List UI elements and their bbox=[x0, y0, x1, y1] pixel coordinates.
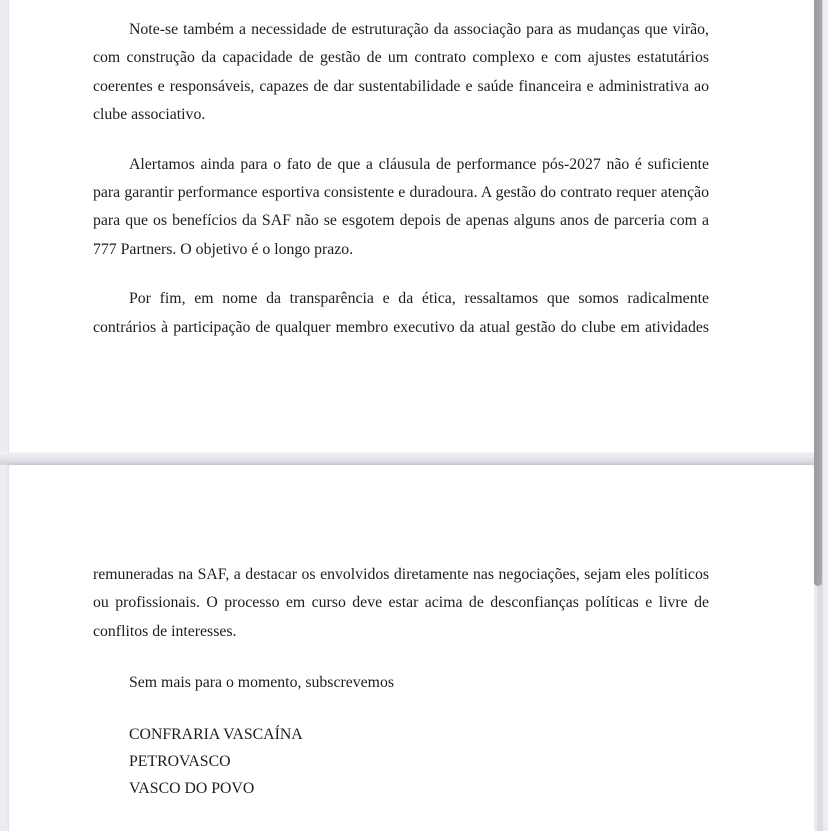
text-line: ou profissionais. O processo em curso deve estar acima de desconfianças políticas e livre de bbox=[93, 594, 709, 612]
text-line: com construção da capacidade de gestão de um contrato complexo e com ajustes estatutários bbox=[93, 49, 709, 67]
text-line: Sem mais para o momento, subscrevemos bbox=[129, 674, 394, 692]
text-line: para que os benefícios da SAF não se esgotem depois de apenas alguns anos de parceria com a bbox=[93, 212, 709, 230]
text-line: Note-se também a necessidade de estruturação da associação para as mudanças que virão, bbox=[129, 21, 709, 38]
text-line: contrários à participação de qualquer membro executivo da atual gestão do clube em atividades bbox=[93, 318, 709, 336]
paragraph bbox=[93, 285, 709, 342]
paragraph bbox=[93, 151, 709, 265]
scrollbar-thumb[interactable] bbox=[814, 0, 822, 586]
paragraph bbox=[93, 16, 709, 130]
text-line: Alertamos ainda para o fato de que a cláusula de performance pós-2027 não é suficiente bbox=[129, 155, 709, 173]
signatures bbox=[93, 721, 709, 802]
text-line: 777 Partners. O objetivo é o longo prazo. bbox=[93, 240, 354, 258]
text-line: remuneradas na SAF, a destacar os envolvidos diretamente nas negociações, sejam eles políticos bbox=[93, 566, 709, 583]
text-line: CONFRARIA VASCAÍNA bbox=[129, 725, 303, 743]
text-line: clube associativo. bbox=[93, 106, 206, 124]
page-2-text-column bbox=[93, 561, 709, 802]
text-line: conflitos de interesses. bbox=[93, 622, 237, 640]
page-gap bbox=[0, 452, 815, 465]
paragraph bbox=[93, 669, 709, 697]
text-line: PETROVASCO bbox=[129, 752, 231, 770]
text-line: Por fim, em nome da transparência e da ética, ressaltamos que somos radicalmente bbox=[129, 290, 709, 308]
paragraph bbox=[93, 561, 709, 646]
document-page-1 bbox=[8, 0, 814, 452]
page-1-text-column bbox=[93, 16, 709, 342]
left-gutter bbox=[0, 0, 8, 831]
document-page-2 bbox=[8, 465, 814, 831]
text-line: para garantir performance esportiva consistente e duradoura. A gestão do contrato requer atenção bbox=[93, 183, 709, 201]
text-line: coerentes e responsáveis, capazes de dar sustentabilidade e saúde financeira e administrativa ao bbox=[93, 77, 709, 95]
text-line: VASCO DO POVO bbox=[129, 779, 255, 797]
